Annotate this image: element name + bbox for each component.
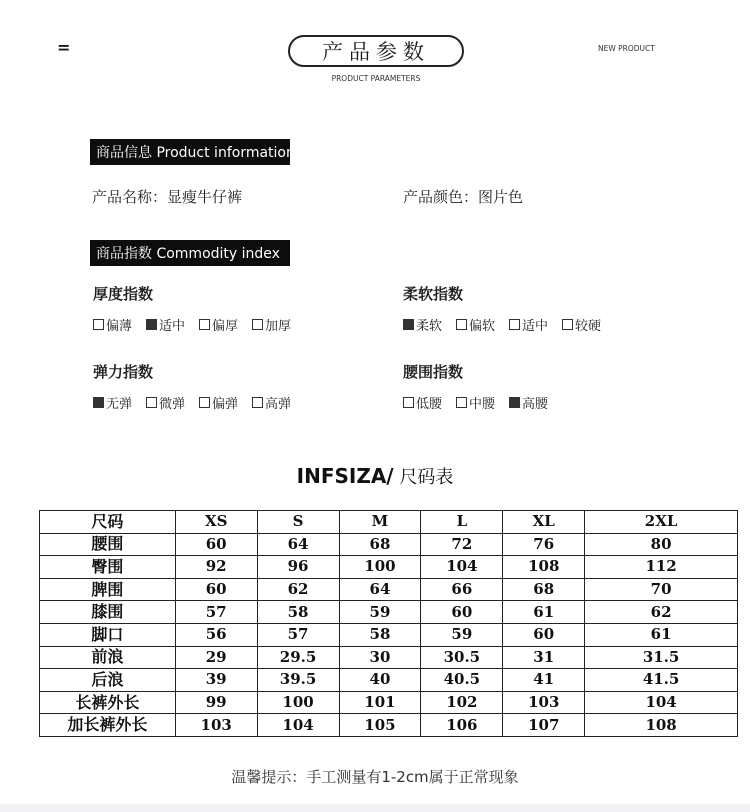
size-row: [40, 556, 738, 579]
unchecked-box-icon: [403, 397, 414, 408]
size-value-cell: 61: [503, 601, 585, 624]
size-value-cell: 62: [257, 578, 339, 601]
size-value-cell: 41: [503, 669, 585, 692]
size-value-cell: 29.5: [257, 646, 339, 669]
size-value-cell: 61: [585, 623, 738, 646]
index-option: [456, 315, 495, 334]
size-chart-title-cn: 尺码表: [393, 467, 454, 488]
size-chart-title: [0, 463, 750, 489]
checked-box-icon: [146, 319, 157, 330]
size-value-cell: 31: [503, 646, 585, 669]
index-option-label: 低腰: [416, 397, 443, 412]
size-value-cell: 68: [339, 533, 421, 556]
measure-label-cell: 长裤外长: [40, 691, 176, 714]
unchecked-box-icon: [252, 397, 263, 408]
page-title: 产品参数: [288, 35, 464, 67]
softness-options: [403, 315, 703, 334]
size-value-cell: 80: [585, 533, 738, 556]
size-row: [40, 623, 738, 646]
corner-mark: =: [57, 38, 71, 57]
size-value-cell: 57: [257, 623, 339, 646]
size-value-cell: 106: [421, 714, 503, 737]
size-value-cell: 40.5: [421, 669, 503, 692]
size-row: [40, 669, 738, 692]
thickness-options: [93, 315, 393, 334]
unchecked-box-icon: [93, 319, 104, 330]
size-value-cell: 100: [339, 556, 421, 579]
size-value-cell: 108: [503, 556, 585, 579]
unchecked-box-icon: [456, 319, 467, 330]
index-option: [509, 315, 548, 334]
size-value-cell: 29: [175, 646, 257, 669]
index-option-label: 无弹: [106, 397, 133, 412]
size-value-cell: 112: [585, 556, 738, 579]
index-option: [93, 315, 132, 334]
size-value-cell: 39.5: [257, 669, 339, 692]
size-value-cell: 60: [175, 533, 257, 556]
size-value-cell: 39: [175, 669, 257, 692]
size-value-cell: 102: [421, 691, 503, 714]
size-header-cell: XL: [503, 511, 585, 534]
size-value-cell: 104: [257, 714, 339, 737]
measure-label-cell: 后浪: [40, 669, 176, 692]
size-value-cell: 56: [175, 623, 257, 646]
unchecked-box-icon: [562, 319, 573, 330]
size-header-cell: XS: [175, 511, 257, 534]
index-option: [146, 393, 185, 412]
index-option-label: 加厚: [265, 319, 292, 334]
index-option-label: 偏薄: [106, 319, 133, 334]
size-header-cell: 尺码: [40, 511, 176, 534]
size-value-cell: 31.5: [585, 646, 738, 669]
size-value-cell: 59: [339, 601, 421, 624]
size-value-cell: 57: [175, 601, 257, 624]
waist-options: [403, 393, 703, 412]
elasticity-index-title: 弹力指数: [93, 363, 154, 381]
index-option: [252, 315, 291, 334]
size-value-cell: 30: [339, 646, 421, 669]
thickness-index-title: 厚度指数: [93, 285, 154, 303]
index-option: [146, 315, 185, 334]
index-option-label: 柔软: [416, 319, 443, 334]
page-subtitle: PRODUCT PARAMETERS: [331, 74, 421, 83]
index-option: [199, 315, 238, 334]
index-option: [403, 315, 442, 334]
size-value-cell: 60: [421, 601, 503, 624]
size-value-cell: 58: [339, 623, 421, 646]
size-value-cell: 92: [175, 556, 257, 579]
index-option-label: 较硬: [575, 319, 602, 334]
thickness-index: [93, 283, 393, 334]
product-name: 产品名称：显瘦牛仔裤: [92, 188, 243, 206]
new-product-label: NEW PRODUCT: [598, 44, 655, 53]
measure-label-cell: 腰围: [40, 533, 176, 556]
index-option: [456, 393, 495, 412]
size-header-cell: S: [257, 511, 339, 534]
unchecked-box-icon: [509, 319, 520, 330]
size-value-cell: 62: [585, 601, 738, 624]
size-value-cell: 41.5: [585, 669, 738, 692]
measure-label-cell: 前浪: [40, 646, 176, 669]
product-color: 产品颜色：图片色: [403, 188, 524, 206]
waist-index-title: 腰围指数: [403, 363, 464, 381]
index-option-label: 偏软: [469, 319, 496, 334]
size-row: [40, 533, 738, 556]
size-value-cell: 103: [175, 714, 257, 737]
index-option: [403, 393, 442, 412]
commodity-index-tag: 商品指数 Commodity index: [90, 240, 290, 266]
elasticity-index: [93, 361, 393, 412]
size-row: [40, 578, 738, 601]
size-value-cell: 30.5: [421, 646, 503, 669]
size-value-cell: 101: [339, 691, 421, 714]
size-chart-title-en: INFSIZA/: [296, 464, 394, 488]
size-value-cell: 104: [421, 556, 503, 579]
size-header-cell: 2XL: [585, 511, 738, 534]
product-info-tag: 商品信息 Product information: [90, 139, 290, 165]
measure-label-cell: 脾围: [40, 578, 176, 601]
size-row: [40, 646, 738, 669]
softness-index-title: 柔软指数: [403, 285, 464, 303]
measure-label-cell: 加长裤外长: [40, 714, 176, 737]
unchecked-box-icon: [199, 397, 210, 408]
measure-label-cell: 臀围: [40, 556, 176, 579]
measure-label-cell: 脚口: [40, 623, 176, 646]
size-value-cell: 70: [585, 578, 738, 601]
measurement-tip: 温馨提示：手工测量有1-2cm属于正常现象: [231, 768, 519, 786]
size-value-cell: 72: [421, 533, 503, 556]
size-row: [40, 601, 738, 624]
unchecked-box-icon: [146, 397, 157, 408]
size-value-cell: 100: [257, 691, 339, 714]
unchecked-box-icon: [252, 319, 263, 330]
size-value-cell: 58: [257, 601, 339, 624]
index-option-label: 微弹: [159, 397, 186, 412]
unchecked-box-icon: [199, 319, 210, 330]
measure-label-cell: 膝围: [40, 601, 176, 624]
size-value-cell: 64: [339, 578, 421, 601]
size-value-cell: 104: [585, 691, 738, 714]
index-option-label: 适中: [522, 319, 549, 334]
checked-box-icon: [509, 397, 520, 408]
index-option-label: 高弹: [265, 397, 292, 412]
size-value-cell: 60: [175, 578, 257, 601]
size-value-cell: 76: [503, 533, 585, 556]
size-value-cell: 107: [503, 714, 585, 737]
size-chart-table: [39, 510, 738, 737]
checked-box-icon: [403, 319, 414, 330]
size-value-cell: 99: [175, 691, 257, 714]
size-value-cell: 103: [503, 691, 585, 714]
size-row: [40, 714, 738, 737]
unchecked-box-icon: [456, 397, 467, 408]
size-value-cell: 105: [339, 714, 421, 737]
size-value-cell: 64: [257, 533, 339, 556]
size-value-cell: 96: [257, 556, 339, 579]
checked-box-icon: [93, 397, 104, 408]
size-header-cell: M: [339, 511, 421, 534]
index-option: [252, 393, 291, 412]
index-option-label: 偏弹: [212, 397, 239, 412]
index-option: [199, 393, 238, 412]
size-row: [40, 691, 738, 714]
waist-index: [403, 361, 703, 412]
size-header-cell: L: [421, 511, 503, 534]
bottom-band: [0, 804, 750, 812]
size-value-cell: 108: [585, 714, 738, 737]
index-option-label: 中腰: [469, 397, 496, 412]
index-option-label: 适中: [159, 319, 186, 334]
index-option: [93, 393, 132, 412]
size-value-cell: 59: [421, 623, 503, 646]
size-header-row: [40, 511, 738, 534]
index-option-label: 高腰: [522, 397, 549, 412]
elasticity-options: [93, 393, 393, 412]
size-value-cell: 68: [503, 578, 585, 601]
index-option-label: 偏厚: [212, 319, 239, 334]
softness-index: [403, 283, 703, 334]
size-value-cell: 40: [339, 669, 421, 692]
size-value-cell: 66: [421, 578, 503, 601]
index-option: [509, 393, 548, 412]
size-value-cell: 60: [503, 623, 585, 646]
index-option: [562, 315, 601, 334]
